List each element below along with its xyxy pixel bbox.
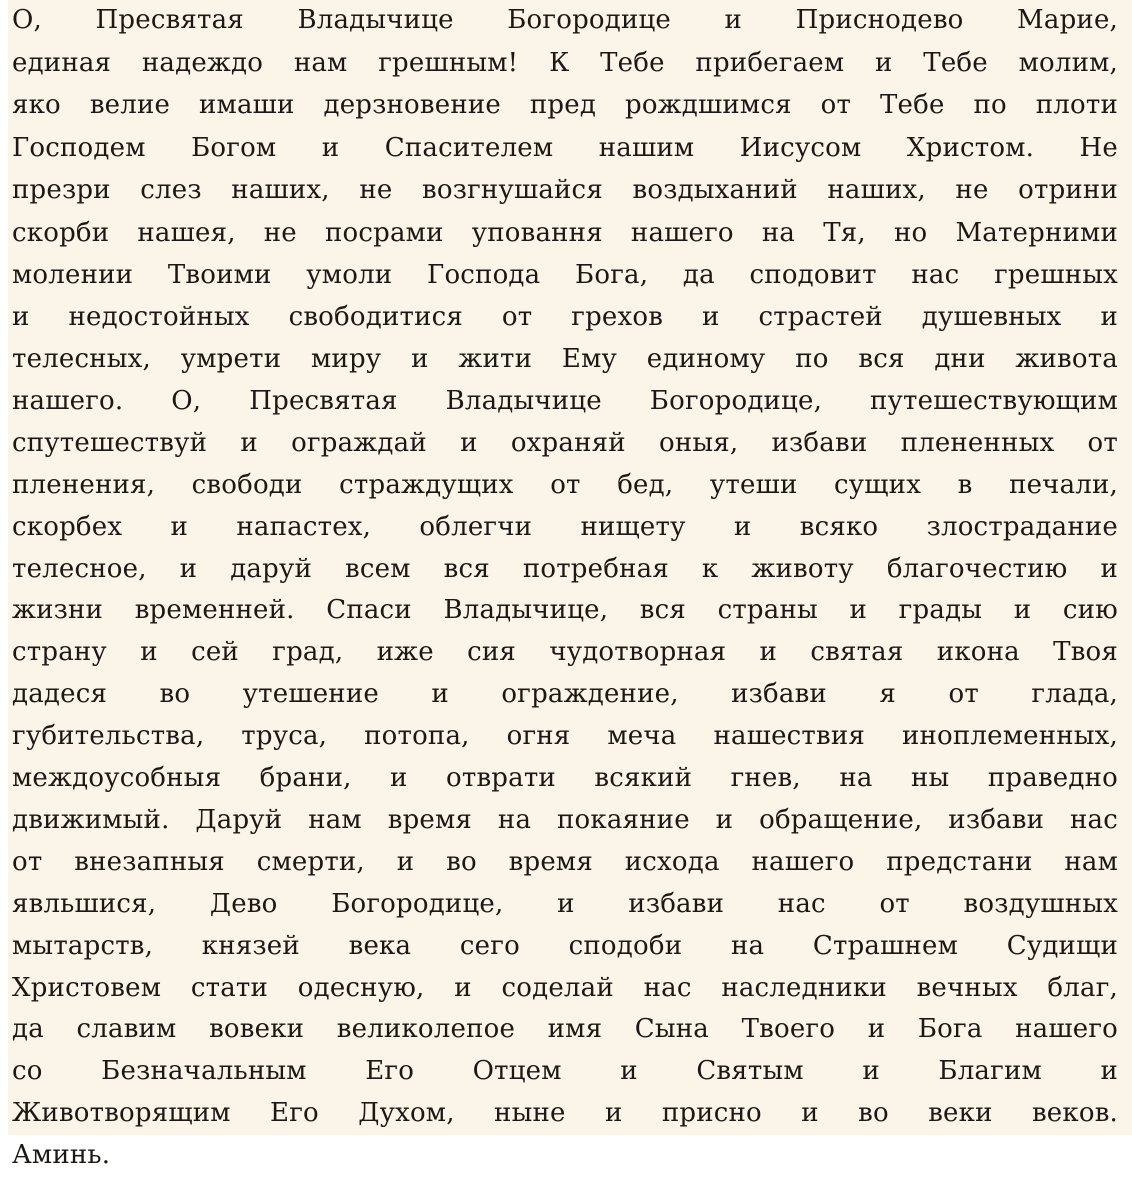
prayer-line: со Безначальным Его Отцем и Святым и Благим и (12, 1056, 1118, 1086)
prayer-line: Аминь. (12, 1140, 111, 1170)
prayer-line: спутешествуй и ограждай и охраняй оныя, избави плененных от (12, 428, 1118, 458)
prayer-line: О, Пресвятая Владычице Богородице и Приснодево Марие, (12, 5, 1118, 35)
prayer-line: единая надеждо нам грешным! К Тебе прибегаем и Тебе молим, (12, 48, 1118, 78)
prayer-line: мытарств, князей века сего сподоби на Страшнем Судищи (12, 931, 1118, 961)
prayer-line: пленения, свободи страждущих от бед, утеши сущих в печали, (12, 470, 1118, 500)
prayer-line: телесных, умрети миру и жити Ему единому по вся дни живота (12, 344, 1118, 374)
prayer-line: Христовем стати одесную, и соделай нас наследники вечных благ, (12, 973, 1118, 1003)
prayer-line: от внезапныя смерти, и во время исхода нашего предстани нам (12, 847, 1118, 877)
prayer-line: и недостойных свободитися от грехов и страстей душевных и (12, 302, 1118, 332)
prayer-line: нашего. О, Пресвятая Владычице Богородице, путешествующим (12, 386, 1118, 416)
prayer-line: страну и сей град, иже сия чудотворная и святая икона Твоя (12, 637, 1118, 667)
prayer-line: да славим вовеки великолепое имя Сына Твоего и Бога нашего (12, 1014, 1118, 1044)
prayer-line: скорби нашея, не посрами уповання нашего на Тя, но Матерними (12, 218, 1118, 248)
prayer-line: Животворящим Его Духом, ныне и присно и во веки веков. (12, 1098, 1118, 1128)
prayer-line: междоусобныя брани, и отврати всякий гнев, на ны праведно (12, 763, 1118, 793)
prayer-line: скорбех и напастех, облегчи нищету и всяко злострадание (12, 512, 1118, 542)
prayer-line: дадеся во утешение и ограждение, избави я от глада, (12, 679, 1118, 709)
prayer-line: телесное, и даруй всем вся потребная к животу благочестию и (12, 554, 1118, 584)
prayer-line: губительства, труса, потопа, огня меча нашествия иноплеменных, (12, 721, 1118, 751)
prayer-line: движимый. Даруй нам время на покаяние и обращение, избави нас (12, 805, 1118, 835)
prayer-line: презри слез наших, не возгнушайся воздыханий наших, не отрини (12, 175, 1118, 205)
prayer-line: явльшися, Дево Богородице, и избави нас от воздушных (12, 889, 1118, 919)
prayer-line: яко велие имаши дерзновение пред рождшимся от Тебе по плоти (12, 90, 1118, 120)
prayer-line: молении Твоими умоли Господа Бога, да сподовит нас грешных (12, 260, 1118, 290)
prayer-line: жизни временней. Спаси Владычице, вся страны и грады и сию (12, 595, 1118, 625)
prayer-line: Господем Богом и Спасителем нашим Иисусом Христом. Не (12, 133, 1118, 163)
